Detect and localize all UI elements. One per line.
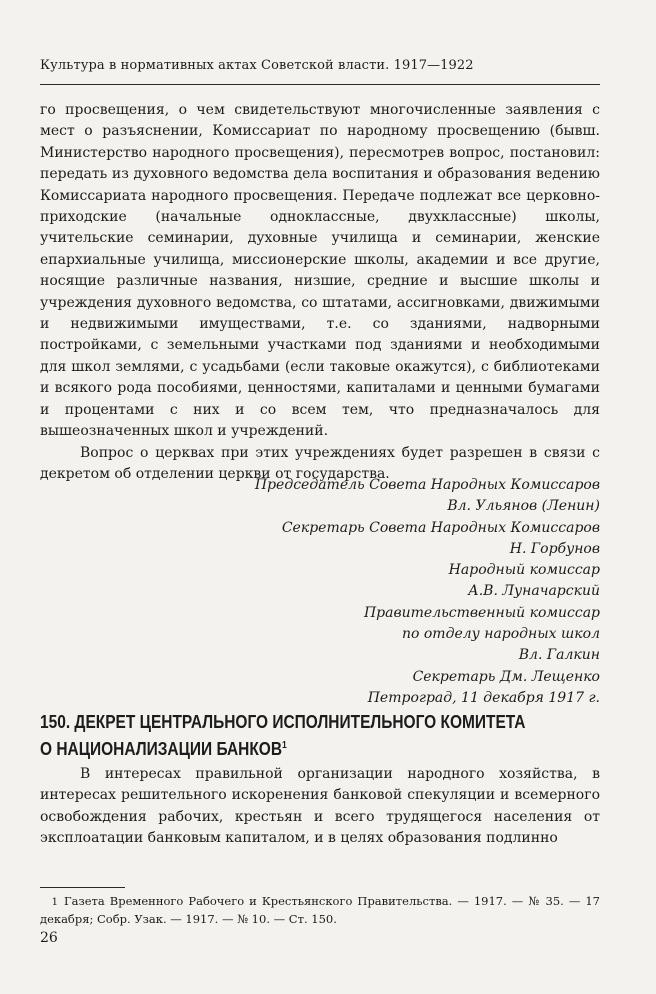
signature-line: Секретарь Дм. Лещенко	[412, 668, 600, 685]
signature-line: А.В. Луначарский	[468, 583, 600, 600]
decree-paragraph: В интересах правильной организации народного хозяйства, в интересах решительного искоренения банковой спекуляции и всемерного освобождения рабочих, крестьян и всего трудящегося населения от эксплоатации банковым капиталом, и в целях образования подлинно	[40, 766, 600, 846]
signature-line: Вл. Галкин	[518, 647, 600, 664]
paragraph-2: Вопрос о церквах при этих учреждениях будет разрешен в связи с декретом об отделении церкви от государства.	[40, 444, 600, 482]
footnote-text: Газета Временного Рабочего и Крестьянского Правительства. — 1917. — № 35. — 17 декабря; Собр. Узак. — 1917. — № 10. — Ст. 150.	[40, 894, 600, 926]
signature-line: Правительственный комиссар	[363, 604, 600, 621]
signature-block	[120, 475, 600, 709]
signature-line: Петроград, 11 декабря 1917 г.	[367, 689, 600, 706]
paragraph-1: го просвещения, о чем свидетельствуют многочисленные заявления с мест о разъяснении, Комиссариат по народному просвещению (бывш. Министерство народного просвещения), пересмотрев вопрос, постановил: передать из духовного ведомства дела воспитания и образования ведению Комиссариата народного просвещения. Передаче подлежат все церковно-приходские (начальные одноклассные, двухклассные) школы, учительские семинарии, духовные училища и семинарии, женские епархиальные училища, миссионерские школы, академии и все другие, носящие различные названия, низшие, средние и высшие школы и учреждения духовного ведомства, со штатами, ассигновками, движимыми и недвижимыми имуществами, т.е. со зданиями, надворными постройками, с земельными участками под зданиями и необходимыми для школ землями, с усадьбами (если таковые окажутся), с библиотеками и всякого рода пособиями, ценностями, капиталами и ценными бумагами и процентами с них и со всем тем, что предназначалось для вышеозначенных школ и учреждений.	[40, 102, 600, 440]
decree-heading	[40, 710, 530, 761]
footnote-rule	[40, 887, 125, 888]
decree-body-text	[40, 100, 600, 485]
footnote	[40, 893, 600, 928]
page-number: 26	[40, 930, 58, 946]
header-rule	[40, 84, 600, 85]
footnote-number: 1	[51, 897, 58, 908]
decree-title-text: 150. ДЕКРЕТ ЦЕНТРАЛЬНОГО ИСПОЛНИТЕЛЬНОГО КОМИТЕТА О НАЦИОНАЛИЗАЦИИ БАНКОВ	[40, 712, 526, 759]
decree-opening-text	[40, 764, 600, 849]
running-header: Культура в нормативных актах Советской власти. 1917—1922	[40, 58, 474, 73]
signature-line: Вл. Ульянов (Ленин)	[447, 498, 600, 515]
signature-line: Н. Горбунов	[509, 540, 600, 557]
signature-line: Председатель Совета Народных Комиссаров	[254, 477, 600, 493]
footnote-marker: 1	[282, 740, 287, 751]
signature-line: Народный комиссар	[448, 562, 600, 579]
signature-line: по отделу народных школ	[401, 626, 600, 643]
signature-line: Секретарь Совета Народных Комиссаров	[281, 519, 600, 536]
